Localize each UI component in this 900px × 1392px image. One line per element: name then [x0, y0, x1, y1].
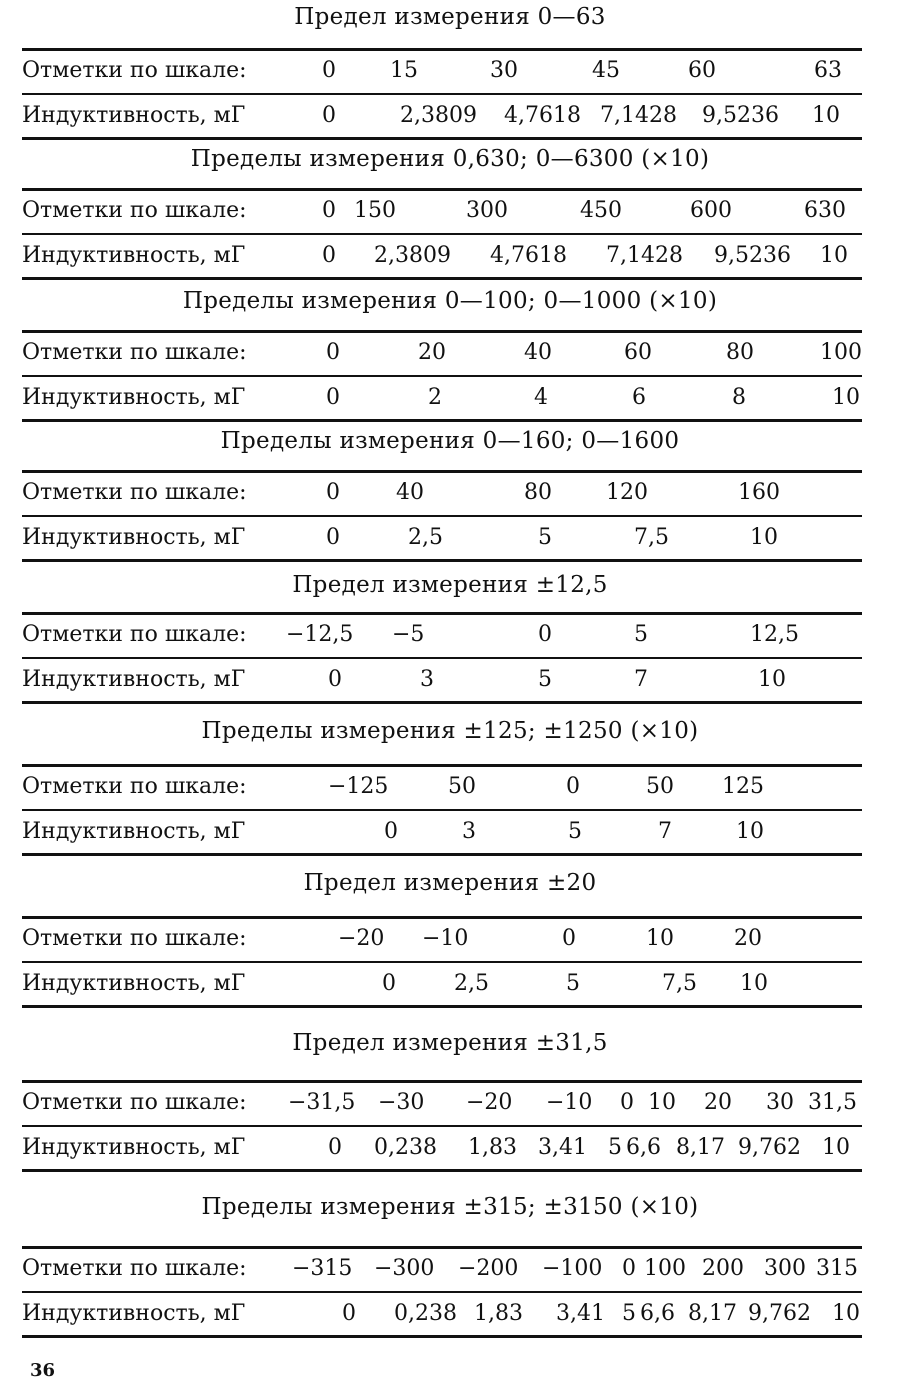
marks-cell: 31,5: [808, 1090, 857, 1115]
inductance-row-label: Индуктивность, мГ: [22, 971, 246, 996]
inductance-cell: 9,762: [738, 1135, 801, 1160]
inductance-cell: 0: [328, 1135, 342, 1160]
marks-cell: 0: [620, 1090, 634, 1115]
marks-cell: 0: [622, 1256, 636, 1281]
measurement-table: [22, 1080, 862, 1171]
measurement-table: [22, 916, 862, 1007]
marks-cell: −20: [338, 926, 385, 951]
marks-cell: 5: [634, 622, 648, 647]
inductance-cell: 7,5: [634, 525, 669, 550]
marks-cell: 30: [490, 58, 518, 83]
inductance-cell: 5: [622, 1301, 636, 1326]
inductance-cell: 9,762: [748, 1301, 811, 1326]
section-title: Пределы измерения 0—160; 0—1600: [220, 428, 680, 454]
inductance-cell: 5: [608, 1135, 622, 1160]
inductance-cell: 0: [326, 525, 340, 550]
inductance-cell: 8,17: [688, 1301, 737, 1326]
inductance-cell: 3,41: [538, 1135, 587, 1160]
inductance-row-label: Индуктивность, мГ: [22, 819, 246, 844]
marks-cell: −5: [392, 622, 425, 647]
marks-row-label: Отметки по шкале:: [22, 480, 247, 505]
inductance-cell: 5: [566, 971, 580, 996]
marks-cell: 80: [524, 480, 552, 505]
inductance-cell: 0: [326, 385, 340, 410]
marks-cell: −315: [292, 1256, 353, 1281]
inductance-cell: 2,3809: [374, 243, 451, 268]
inductance-cell: 4: [534, 385, 548, 410]
measurement-table: [22, 1246, 862, 1337]
marks-cell: 20: [734, 926, 762, 951]
section-title: Пределы измерения ±315; ±3150 (×10): [201, 1194, 699, 1220]
marks-cell: 0: [562, 926, 576, 951]
marks-cell: 315: [816, 1256, 858, 1281]
section-title: Предел измерения 0—63: [294, 4, 606, 30]
page-number: 36: [30, 1360, 56, 1381]
inductance-row-label: Индуктивность, мГ: [22, 1135, 246, 1160]
marks-row-label: Отметки по шкале:: [22, 1256, 247, 1281]
marks-cell: 300: [466, 198, 508, 223]
measurement-table: [22, 188, 862, 279]
marks-cell: 600: [690, 198, 732, 223]
inductance-cell: 7: [658, 819, 672, 844]
inductance-cell: 1,83: [474, 1301, 523, 1326]
inductance-cell: 10: [740, 971, 768, 996]
marks-cell: 10: [648, 1090, 676, 1115]
marks-cell: 0: [566, 774, 580, 799]
marks-cell: 40: [524, 340, 552, 365]
marks-cell: 300: [764, 1256, 806, 1281]
marks-cell: −100: [542, 1256, 603, 1281]
marks-cell: 50: [448, 774, 476, 799]
inductance-cell: 9,5236: [702, 103, 779, 128]
marks-cell: 150: [354, 198, 396, 223]
inductance-cell: 4,7618: [490, 243, 567, 268]
inductance-cell: 7,1428: [600, 103, 677, 128]
marks-cell: −12,5: [286, 622, 354, 647]
marks-cell: 80: [726, 340, 754, 365]
section-title: Пределы измерения 0—100; 0—1000 (×10): [182, 288, 718, 314]
measurement-table: [22, 764, 862, 855]
inductance-cell: 5: [568, 819, 582, 844]
marks-cell: 450: [580, 198, 622, 223]
marks-cell: 200: [702, 1256, 744, 1281]
marks-cell: 45: [592, 58, 620, 83]
inductance-cell: 2: [428, 385, 442, 410]
inductance-cell: 0: [382, 971, 396, 996]
inductance-cell: 3: [462, 819, 476, 844]
inductance-row-label: Индуктивность, мГ: [22, 525, 246, 550]
inductance-cell: 7: [634, 667, 648, 692]
marks-cell: 63: [814, 58, 842, 83]
inductance-cell: 0: [342, 1301, 356, 1326]
marks-cell: 100: [820, 340, 862, 365]
measurement-table: [22, 470, 862, 561]
inductance-cell: 3: [420, 667, 434, 692]
marks-cell: 20: [418, 340, 446, 365]
marks-cell: 10: [646, 926, 674, 951]
inductance-cell: 10: [832, 385, 860, 410]
marks-cell: 120: [606, 480, 648, 505]
marks-cell: −300: [374, 1256, 435, 1281]
measurement-table: [22, 330, 862, 421]
inductance-cell: 6,6: [626, 1135, 661, 1160]
marks-cell: −31,5: [288, 1090, 356, 1115]
inductance-cell: 2,5: [454, 971, 489, 996]
marks-cell: 20: [704, 1090, 732, 1115]
inductance-cell: 0: [384, 819, 398, 844]
marks-cell: 12,5: [750, 622, 799, 647]
inductance-cell: 10: [812, 103, 840, 128]
inductance-cell: 7,5: [662, 971, 697, 996]
inductance-cell: 3,41: [556, 1301, 605, 1326]
marks-row-label: Отметки по шкале:: [22, 58, 247, 83]
marks-row-label: Отметки по шкале:: [22, 340, 247, 365]
inductance-cell: 8: [732, 385, 746, 410]
inductance-cell: 4,7618: [504, 103, 581, 128]
marks-cell: −30: [378, 1090, 425, 1115]
inductance-cell: 2,3809: [400, 103, 477, 128]
inductance-cell: 0: [322, 243, 336, 268]
inductance-row-label: Индуктивность, мГ: [22, 243, 246, 268]
inductance-cell: 9,5236: [714, 243, 791, 268]
inductance-row-label: Индуктивность, мГ: [22, 667, 246, 692]
marks-cell: 0: [538, 622, 552, 647]
inductance-cell: 8,17: [676, 1135, 725, 1160]
inductance-cell: 10: [736, 819, 764, 844]
inductance-row-label: Индуктивность, мГ: [22, 103, 246, 128]
marks-cell: 30: [766, 1090, 794, 1115]
inductance-row-label: Индуктивность, мГ: [22, 1301, 246, 1326]
marks-cell: −200: [458, 1256, 519, 1281]
inductance-cell: 1,83: [468, 1135, 517, 1160]
marks-row-label: Отметки по шкале:: [22, 198, 247, 223]
inductance-cell: 0: [328, 667, 342, 692]
inductance-cell: 5: [538, 667, 552, 692]
marks-row-label: Отметки по шкале:: [22, 622, 247, 647]
inductance-cell: 2,5: [408, 525, 443, 550]
measurement-table: [22, 48, 862, 139]
marks-cell: 0: [322, 58, 336, 83]
inductance-cell: 0,238: [394, 1301, 457, 1326]
marks-cell: 60: [688, 58, 716, 83]
inductance-cell: 6: [632, 385, 646, 410]
marks-cell: −125: [328, 774, 389, 799]
inductance-cell: 10: [822, 1135, 850, 1160]
marks-cell: −20: [466, 1090, 513, 1115]
marks-cell: 0: [322, 198, 336, 223]
marks-cell: 160: [738, 480, 780, 505]
marks-row-label: Отметки по шкале:: [22, 926, 247, 951]
section-title: Пределы измерения ±125; ±1250 (×10): [201, 718, 699, 744]
marks-cell: 50: [646, 774, 674, 799]
inductance-cell: 10: [820, 243, 848, 268]
inductance-row-label: Индуктивность, мГ: [22, 385, 246, 410]
inductance-cell: 10: [832, 1301, 860, 1326]
marks-cell: 125: [722, 774, 764, 799]
marks-cell: 630: [804, 198, 846, 223]
marks-cell: −10: [422, 926, 469, 951]
inductance-cell: 0: [322, 103, 336, 128]
marks-cell: 0: [326, 480, 340, 505]
section-title: Предел измерения ±31,5: [292, 1030, 608, 1056]
inductance-cell: 7,1428: [606, 243, 683, 268]
measurement-table: [22, 612, 862, 703]
inductance-cell: 10: [750, 525, 778, 550]
inductance-cell: 6,6: [640, 1301, 675, 1326]
inductance-cell: 10: [758, 667, 786, 692]
marks-row-label: Отметки по шкале:: [22, 1090, 247, 1115]
section-title: Пределы измерения 0,630; 0—6300 (×10): [190, 146, 710, 172]
section-title: Предел измерения ±12,5: [292, 572, 608, 598]
marks-cell: 0: [326, 340, 340, 365]
marks-cell: 40: [396, 480, 424, 505]
marks-cell: −10: [546, 1090, 593, 1115]
marks-cell: 60: [624, 340, 652, 365]
section-title: Предел измерения ±20: [303, 870, 597, 896]
marks-cell: 100: [644, 1256, 686, 1281]
marks-cell: 15: [390, 58, 418, 83]
inductance-cell: 0,238: [374, 1135, 437, 1160]
inductance-cell: 5: [538, 525, 552, 550]
marks-row-label: Отметки по шкале:: [22, 774, 247, 799]
